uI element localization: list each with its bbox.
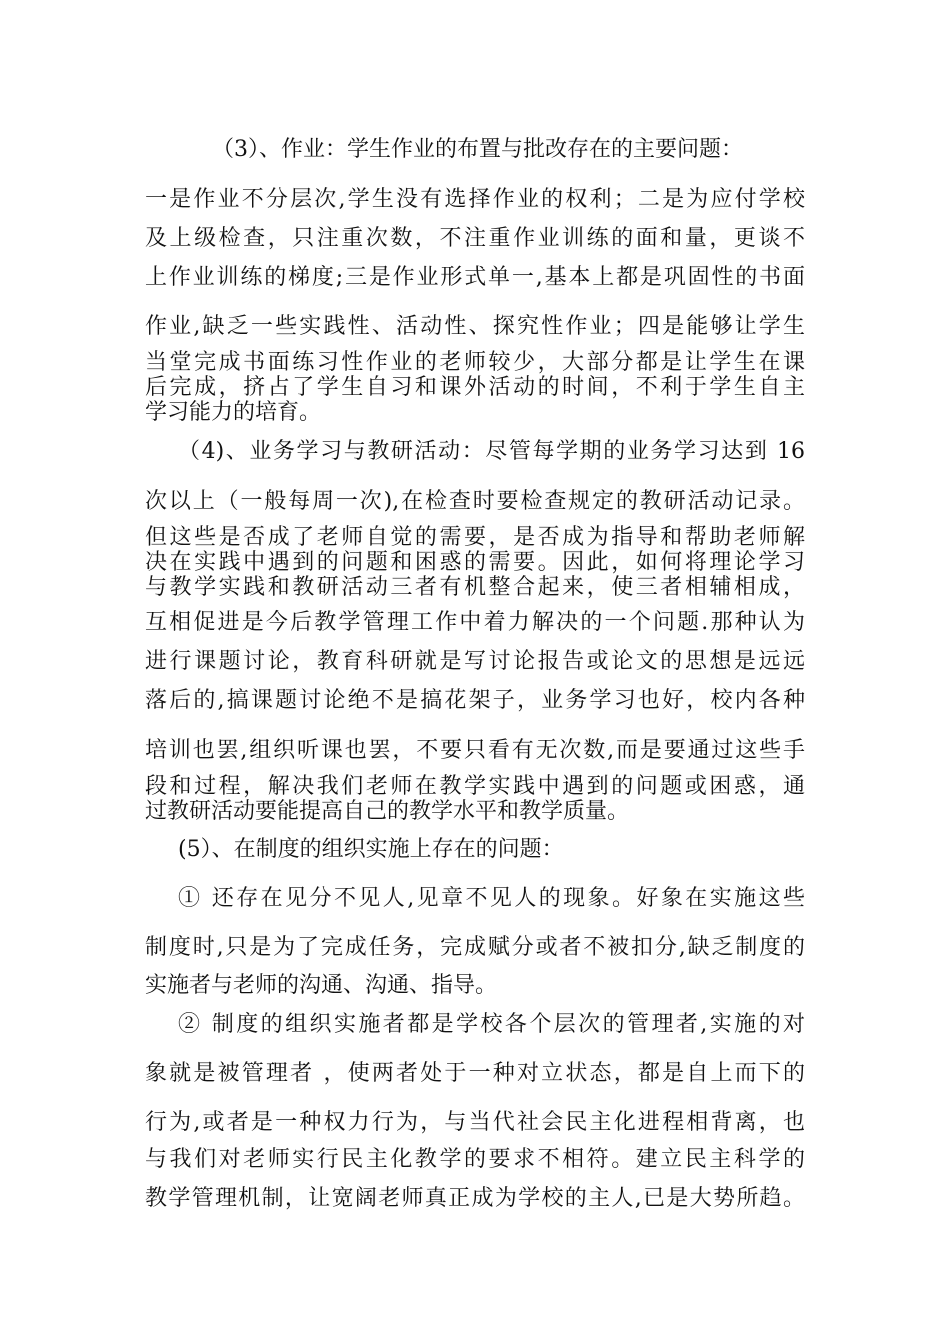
text-line: 次以上（一般每周一次),在检查时要检查规定的教研活动记录。 xyxy=(145,489,805,514)
text-line: 进行课题讨论，教育科研就是写讨论报告或论文的思想是远远 xyxy=(145,649,805,674)
text-line: 互相促进是今后教学管理工作中着力解决的一个问题.那种认为 xyxy=(145,610,805,635)
text-line: 决在实践中遇到的问题和困惑的需要。因此，如何将理论学习 xyxy=(145,550,805,575)
text-line: 行为,或者是一种权力行为，与当代社会民主化进程相背离，也 xyxy=(145,1110,805,1135)
text-line: 一是作业不分层次,学生没有选择作业的权利；二是为应付学校 xyxy=(145,187,805,212)
text-line: 落后的,搞课题讨论绝不是搞花架子，业务学习也好，校内各种 xyxy=(145,688,805,713)
text-line: 段和过程，解决我们老师在教学实践中遇到的问题或困惑，通 xyxy=(145,774,805,799)
text-line: 象就是被管理者 ，使两者处于一种对立状态，都是自上而下的 xyxy=(145,1061,805,1086)
text-line: 过教研活动要能提高自己的教学水平和教学质量。 xyxy=(145,799,630,824)
text-line: 学习能力的培育。 xyxy=(145,400,322,425)
paragraph-5-heading: (5）、在制度的组织实施上存在的问题： xyxy=(178,837,564,862)
text-line: 但这些是否成了老师自觉的需要，是否成为指导和帮助老师解 xyxy=(145,525,805,550)
text-line: 当堂完成书面练习性作业的老师较少，大部分都是让学生在课 xyxy=(145,350,805,375)
text-line: 后完成，挤占了学生自习和课外活动的时间，不利于学生自主 xyxy=(145,375,805,400)
text-line: 制度时,只是为了完成任务，完成赋分或者不被扣分,缺乏制度的 xyxy=(145,935,805,960)
paragraph-4-heading: （4)、业务学习与教研活动：尽管每学期的业务学习达到 16 xyxy=(178,439,805,464)
text-line: 及上级检查，只注重次数，不注重作业训练的面和量，更谈不 xyxy=(145,226,805,251)
text-line: 与我们对老师实行民主化教学的要求不相符。建立民主科学的 xyxy=(145,1147,805,1172)
text-line: 作业,缺乏一些实践性、活动性、探究性作业；四是能够让学生 xyxy=(145,314,805,339)
text-line: 实施者与老师的沟通、沟通、指导。 xyxy=(145,973,498,998)
paragraph-3-heading: （3）、作业：学生作业的布置与批改存在的主要问题： xyxy=(212,137,743,162)
text-line: 教学管理机制，让宽阔老师真正成为学校的主人,已是大势所趋。 xyxy=(145,1186,805,1211)
item-1-line: ① 还存在见分不见人,见章不见人的现象。好象在实施这些 xyxy=(178,886,805,911)
text-line: 与教学实践和教研活动三者有机整合起来，使三者相辅相成， xyxy=(145,575,805,600)
text-line: 上作业训练的梯度;三是作业形式单一,基本上都是巩固性的书面 xyxy=(145,265,805,290)
text-line: 培训也罢,组织听课也罢，不要只看有无次数,而是要通过这些手 xyxy=(145,738,805,763)
item-2-line: ② 制度的组织实施者都是学校各个层次的管理者,实施的对 xyxy=(178,1012,805,1037)
